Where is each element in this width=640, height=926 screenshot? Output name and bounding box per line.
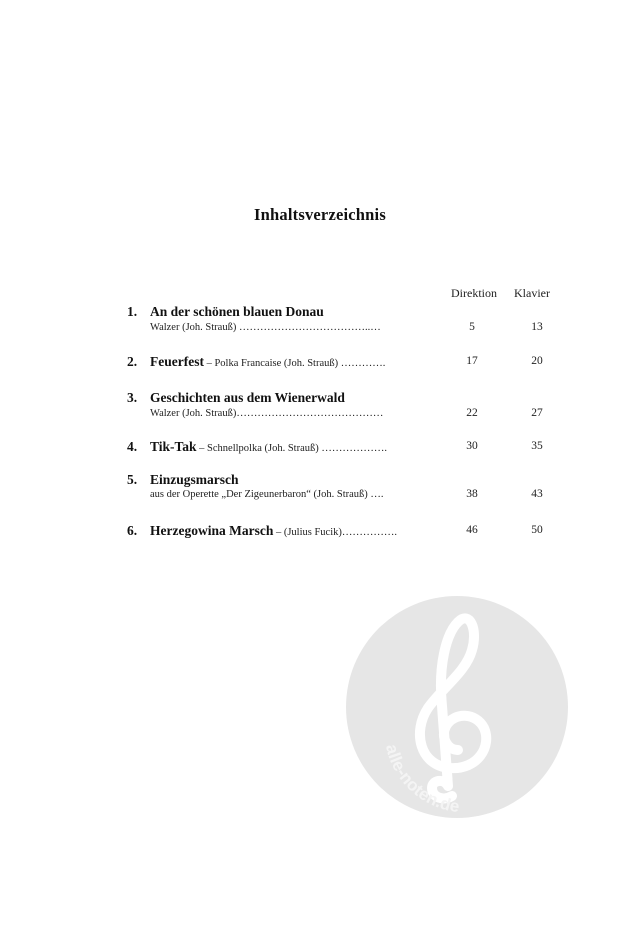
watermark-logo	[346, 596, 568, 818]
entry-title: Einzugsmarsch	[150, 472, 239, 487]
page-klavier: 50	[531, 524, 543, 536]
page-klavier: 13	[531, 321, 543, 333]
entry-number: 3.	[127, 390, 138, 405]
page-title: Inhaltsverzeichnis	[254, 205, 386, 224]
page-klavier: 27	[531, 407, 543, 419]
entry-number: 4.	[127, 439, 138, 454]
page-direktion: 5	[469, 321, 475, 333]
entry-inline-subtitle: – Schnellpolka (Joh. Strauß) ……………….	[196, 443, 387, 454]
entry-subtitle: Walzer (Joh. Strauß)……………………………………	[150, 408, 384, 419]
page-direktion: 38	[466, 488, 478, 500]
page-direktion: 22	[466, 407, 478, 419]
entry-title: Geschichten aus dem Wienerwald	[150, 390, 345, 405]
watermark-text: alle-noten.de	[381, 742, 461, 817]
page-direktion: 46	[466, 524, 478, 536]
page-direktion: 30	[466, 440, 478, 452]
entry-title-line	[150, 523, 397, 539]
page-klavier: 20	[531, 355, 543, 367]
entry-number: 1.	[127, 304, 138, 319]
entry-title: Herzegowina Marsch	[150, 523, 274, 538]
entry-subtitle: Walzer (Joh. Strauß) ………………………………..…	[150, 322, 381, 333]
entry-title-line	[150, 439, 387, 455]
page-direktion: 17	[466, 355, 478, 367]
entry-title: Tik-Tak	[150, 439, 197, 454]
entry-inline-subtitle: – (Julius Fucik)…………….	[273, 527, 398, 538]
entry-inline-subtitle: – Polka Francaise (Joh. Strauß) ………….	[203, 358, 386, 369]
entry-title: Feuerfest	[150, 354, 204, 369]
entry-title: An der schönen blauen Donau	[150, 304, 324, 319]
page-klavier: 43	[531, 488, 543, 500]
entry-number: 6.	[127, 523, 138, 538]
entry-number: 5.	[127, 472, 138, 487]
page-klavier: 35	[531, 440, 543, 452]
column-header-direktion: Direktion	[451, 286, 497, 300]
column-header-klavier: Klavier	[514, 286, 550, 300]
entry-title-line	[150, 354, 385, 370]
entry-number: 2.	[127, 354, 138, 369]
entry-subtitle: aus der Operette „Der Zigeunerbaron“ (Joh. Strauß) ….	[150, 489, 384, 500]
